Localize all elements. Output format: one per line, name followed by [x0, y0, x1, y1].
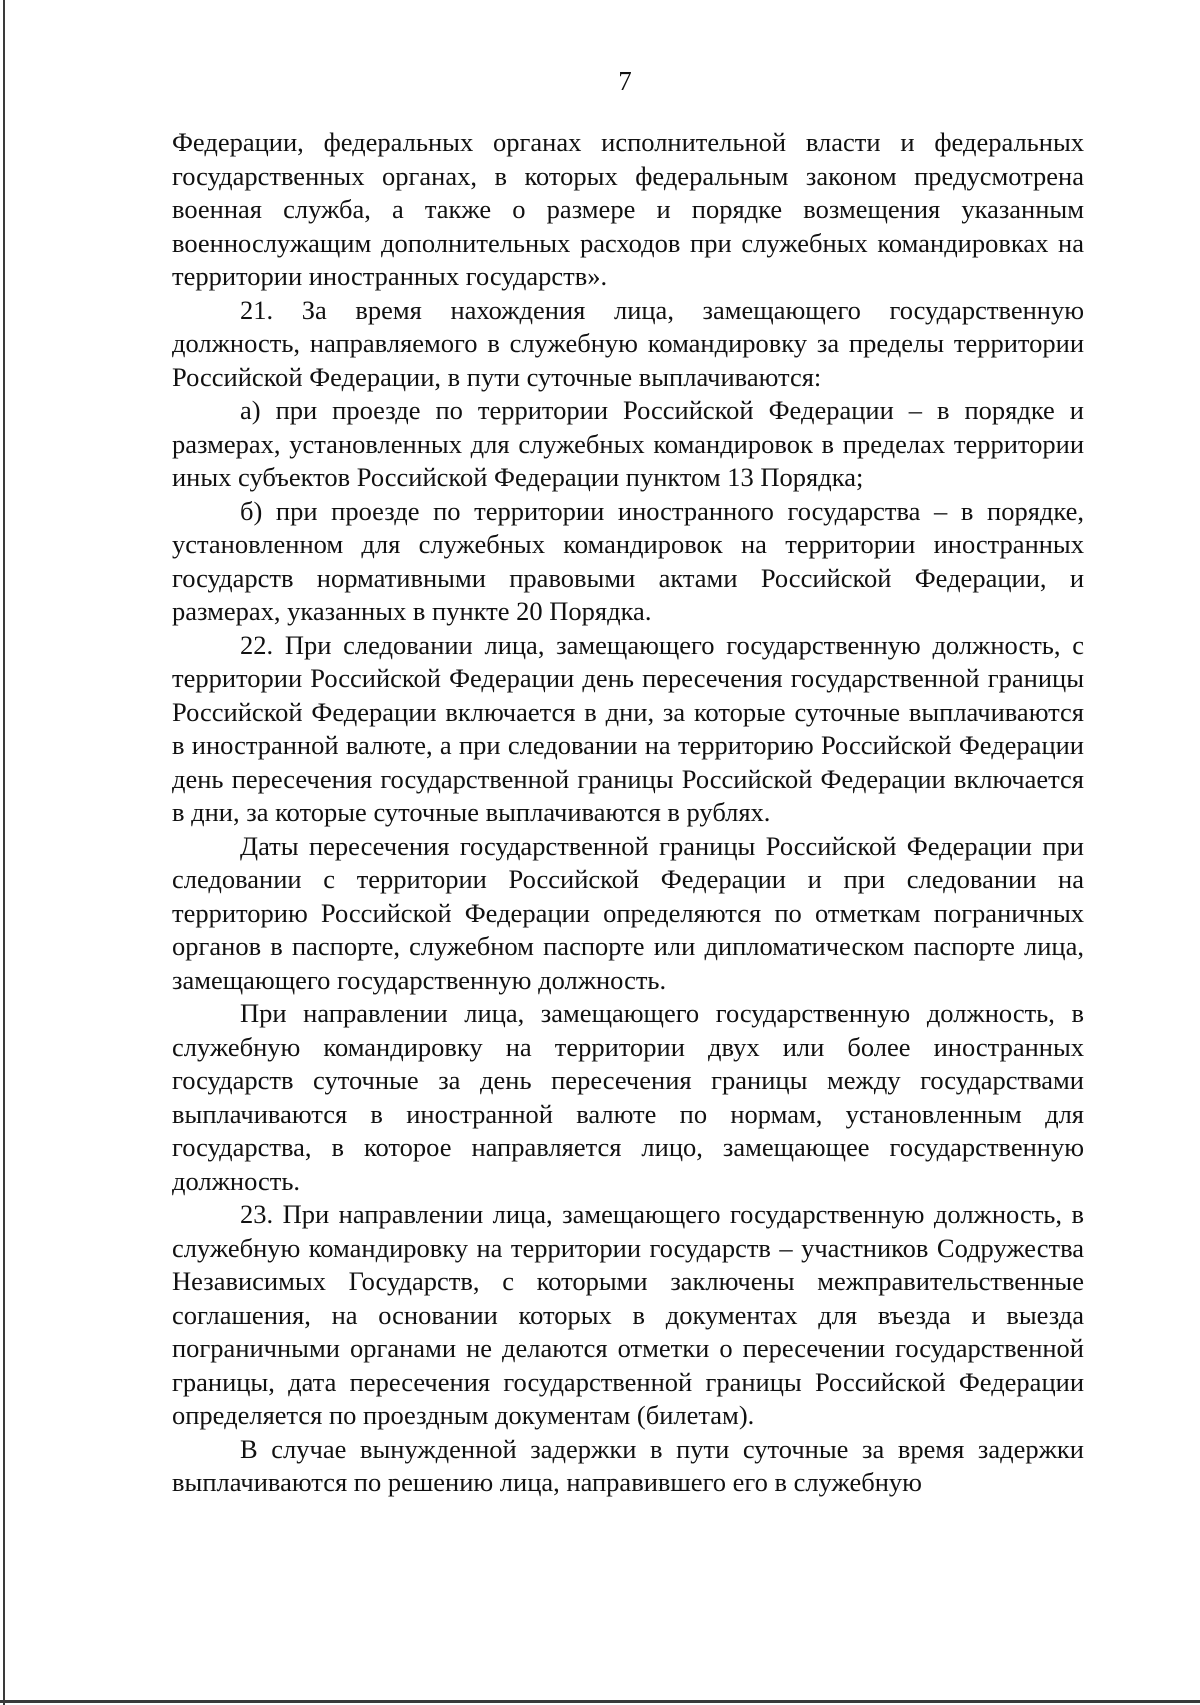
paragraph-continuation: Федерации, федеральных органах исполнительной власти и федеральных государственных органах, в которых федеральным законом предусмотрена военная служба, а также о размере и порядке возмещения указанным военнослужащим дополнительных расходов при служебных командировках на территории иностранных государств».: [172, 127, 1084, 291]
page-number: 7: [618, 66, 632, 96]
paragraph-border-crossing-dates: Даты пересечения государственной границы Российской Федерации при следовании с территории Российской Федерации и при следовании на территорию Российской Федерации определяются по отметкам пограничных органов в паспорте, служебном паспорте или дипломатическом паспорте лица, замещающего государственную должность.: [172, 830, 1084, 995]
scan-left-edge: [3, 0, 5, 1705]
scan-bottom-edge: [0, 1700, 1200, 1703]
paragraph-item-21: 21. За время нахождения лица, замещающего государственную должность, направляемого в служебную командировку за пределы территории Российской Федерации, в пути суточные выплачиваются:: [172, 294, 1084, 392]
paragraph-subitem-b: б) при проезде по территории иностранного государства – в порядке, установленном для служебных командировок на территории иностранных государств нормативными правовыми актами Российской Федерации, и размерах, указанных в пункте 20 Порядка.: [172, 495, 1084, 626]
paragraph-item-23: 23. При направлении лица, замещающего государственную должность, в служебную командировку на территории государств – участников Содружества Независимых Государств, с которыми заключены межправительственные соглашения, на основании которых в документах для въезда и выезда пограничными органами не делаются отметки о пересечении государственной границы, дата пересечения государственной границы Российской Федерации определяется по проездным документам (билетам).: [172, 1199, 1084, 1430]
paragraph-forced-delay: В случае вынужденной задержки в пути суточные за время задержки выплачиваются по решению лица, направившего его в служебную: [172, 1433, 1084, 1497]
document-body: [172, 126, 1084, 1500]
paragraph-multiple-states: При направлении лица, замещающего государственную должность, в служебную командировку на территории двух или более иностранных государств суточные за день пересечения границы между государствами выплачиваются в иностранной валюте по нормам, установленным для государства, в которое направляется лицо, замещающее государственную должность.: [172, 998, 1084, 1196]
paragraph-subitem-a: а) при проезде по территории Российской Федерации – в порядке и размерах, установленных для служебных командировок в пределах территории иных субъектов Российской Федерации пунктом 13 Порядка;: [172, 395, 1084, 492]
paragraph-item-22: 22. При следовании лица, замещающего государственную должность, с территории Российской Федерации день пересечения государственной границы Российской Федерации включается в дни, за которые суточные выплачиваются в иностранной валюте, а при следовании на территорию Российской Федерации день пересечения государственной границы Российской Федерации включается в дни, за которые суточные выплачиваются в рублях.: [172, 629, 1084, 827]
